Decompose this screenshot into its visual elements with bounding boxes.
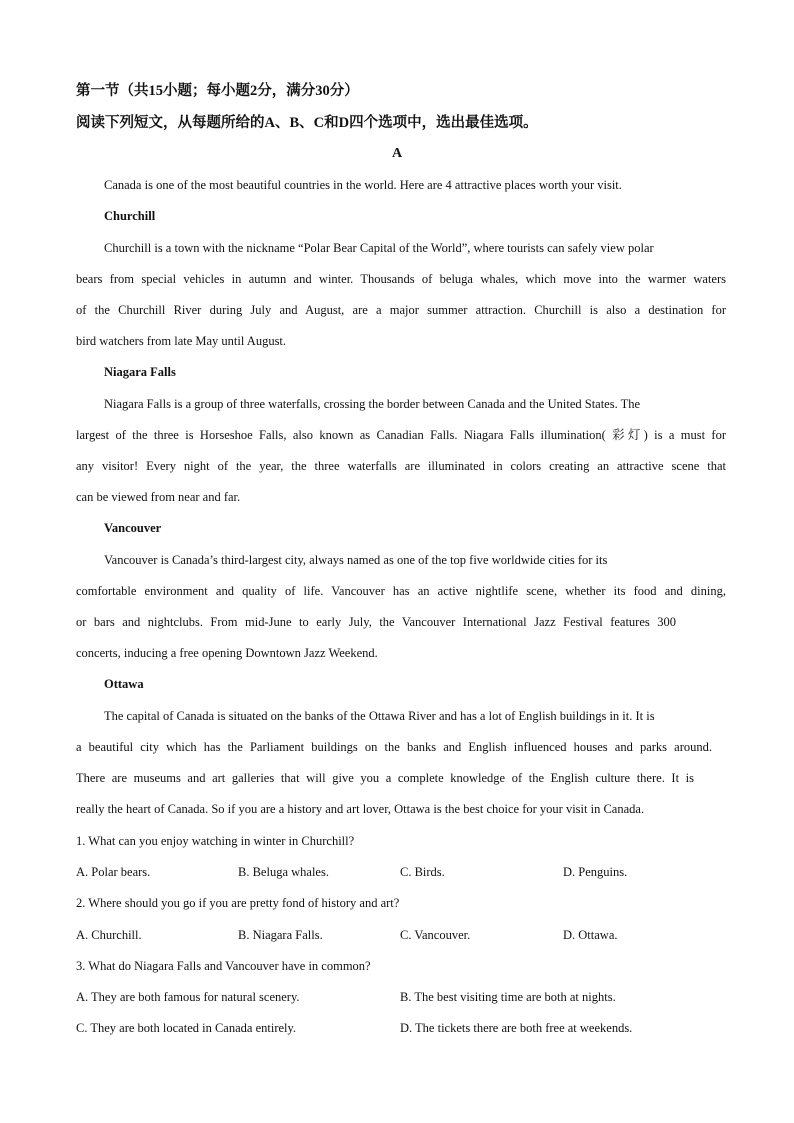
- question-3-option-a[interactable]: A. They are both famous for natural scenery.: [76, 990, 300, 1004]
- question-1-option-c[interactable]: C. Birds.: [400, 865, 445, 879]
- paragraph-line: bears from special vehicles in autumn and winter. Thousands of beluga whales, which move into the warmer waters: [76, 272, 726, 286]
- question-3-option-c[interactable]: C. They are both located in Canada entirely.: [76, 1021, 297, 1035]
- paragraph-line: There are museums and art galleries that will give you a complete knowledge of the English culture there. It is: [76, 771, 694, 785]
- question-1-option-b[interactable]: B. Beluga whales.: [238, 865, 329, 879]
- paragraph-line: comfortable environment and quality of life. Vancouver has an active nightlife scene, whether its food and dining,: [76, 584, 726, 598]
- question-2-option-b[interactable]: B. Niagara Falls.: [238, 928, 323, 942]
- place-heading-churchill: Churchill: [104, 209, 156, 223]
- question-3-stem: 3. What do Niagara Falls and Vancouver have in common?: [76, 959, 371, 973]
- question-3-option-d[interactable]: D. The tickets there are both free at weekends.: [400, 1021, 633, 1035]
- section-instruction: 阅读下列短文，从每题所给的A、B、C和D四个选项中，选出最佳选项。: [76, 115, 538, 131]
- paragraph-line: largest of the three is Horseshoe Falls, also known as Canadian Falls. Niagara Falls illumination( 彩灯) is a must for: [76, 428, 726, 442]
- question-1-option-a[interactable]: A. Polar bears.: [76, 865, 151, 879]
- question-2-option-a[interactable]: A. Churchill.: [76, 928, 142, 942]
- paragraph-line: or bars and nightclubs. From mid-June to early July, the Vancouver International Jazz Festival features 300: [76, 615, 676, 629]
- place-heading-ottawa: Ottawa: [104, 677, 144, 691]
- paragraph-line: The capital of Canada is situated on the banks of the Ottawa River and has a lot of English buildings in it. It is: [104, 709, 655, 723]
- paragraph-line: concerts, inducing a free opening Downtown Jazz Weekend.: [76, 646, 378, 660]
- place-heading-niagara: Niagara Falls: [104, 365, 176, 379]
- question-2-option-c[interactable]: C. Vancouver.: [400, 928, 471, 942]
- question-1-stem: 1. What can you enjoy watching in winter in Churchill?: [76, 834, 355, 848]
- passage-label: A: [391, 146, 403, 161]
- paragraph-line: can be viewed from near and far.: [76, 490, 241, 504]
- paragraph-line: Churchill is a town with the nickname “Polar Bear Capital of the World”, where tourists can safely view polar: [104, 241, 654, 255]
- question-3-option-b[interactable]: B. The best visiting time are both at nights.: [400, 990, 616, 1004]
- place-heading-vancouver: Vancouver: [104, 521, 162, 535]
- question-1-option-d[interactable]: D. Penguins.: [563, 865, 628, 879]
- question-2-option-d[interactable]: D. Ottawa.: [563, 928, 618, 942]
- paragraph-line: of the Churchill River during July and August, are a major summer attraction. Churchill is also a destination for: [76, 303, 726, 317]
- question-2-stem: 2. Where should you go if you are pretty fond of history and art?: [76, 896, 400, 910]
- paragraph-line: really the heart of Canada. So if you are a history and art lover, Ottawa is the best choice for your visit in Canada.: [76, 802, 645, 816]
- section-title: 第一节（共15小题；每小题2分，满分30分）: [76, 83, 359, 99]
- paragraph-line: bird watchers from late May until August.: [76, 334, 287, 348]
- paragraph-line: Niagara Falls is a group of three waterfalls, crossing the border between Canada and the United States. The: [104, 397, 641, 411]
- paragraph-line: a beautiful city which has the Parliament buildings on the banks and English influenced houses and parks around.: [76, 740, 712, 754]
- paragraph-line: Vancouver is Canada’s third-largest city, always named as one of the top five worldwide cities for its: [104, 553, 608, 567]
- passage-intro: Canada is one of the most beautiful countries in the world. Here are 4 attractive places worth your visit.: [104, 178, 622, 192]
- paragraph-line: any visitor! Every night of the year, the three waterfalls are illuminated in colors creating an attractive scene that: [76, 459, 726, 473]
